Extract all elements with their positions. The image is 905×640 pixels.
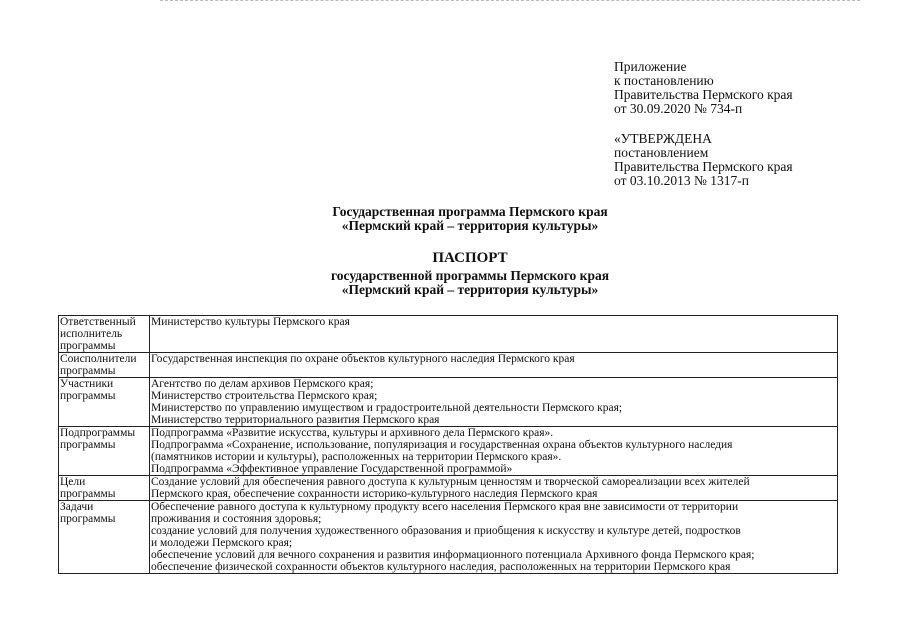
row-content-line: Министерство территориального развития Пермского края <box>151 414 440 426</box>
table-row <box>59 316 838 353</box>
passport-subtitle-line2: «Пермский край – территория культуры» <box>341 282 599 297</box>
table-row <box>59 501 838 574</box>
row-content <box>150 427 838 476</box>
passport-subtitle <box>250 269 690 297</box>
row-content-line: Министерство строительства Пермского края; <box>151 390 378 402</box>
row-label-line: программы <box>60 340 116 352</box>
table-row <box>59 353 838 378</box>
annex-line: Приложение <box>614 59 687 74</box>
row-content <box>150 353 838 378</box>
row-label-line: Соисполнители <box>60 353 137 365</box>
approved-line: постановлением <box>614 145 709 160</box>
passport-heading: ПАСПОРТ <box>432 250 508 266</box>
table-row <box>59 427 838 476</box>
scan-edge-line <box>160 0 860 3</box>
row-content-line: проживания и состояния здоровья; <box>151 513 322 525</box>
row-label <box>59 476 150 501</box>
row-label-line: программы <box>60 390 116 402</box>
row-label <box>59 316 150 353</box>
row-content-line: Агентство по делам архивов Пермского края; <box>151 378 374 390</box>
table-row <box>59 378 838 427</box>
row-content <box>150 476 838 501</box>
table-row <box>59 476 838 501</box>
annex-line: Правительства Пермского края <box>614 87 793 102</box>
annex-header <box>614 60 793 116</box>
row-content-line: обеспечение физической сохранности объектов культурного наследия, расположенных на территории Пермского края <box>151 561 731 573</box>
row-label-line: программы <box>60 488 116 500</box>
row-label <box>59 427 150 476</box>
row-label <box>59 501 150 574</box>
annex-line: от 30.09.2020 № 734-п <box>614 101 743 116</box>
row-content-line: создание условий для получения художественного образования и приобщения к искусству и культуре детей, подростков <box>151 525 741 537</box>
annex-line: к постановлению <box>614 73 714 88</box>
program-title-line1: Государственная программа Пермского края <box>332 204 608 219</box>
row-content-line: (памятников истории и культуры), расположенных на территории Пермского края». <box>151 451 562 463</box>
passport-subtitle-line1: государственной программы Пермского края <box>330 268 610 283</box>
passport-table <box>58 315 838 574</box>
row-content <box>150 378 838 427</box>
row-content-line: обеспечение условий для вечного сохранения и развития информационного потенциала Архивного фонда Пермского края; <box>151 549 755 561</box>
row-content-line: Государственная инспекция по охране объектов культурного наследия Пермского края <box>151 353 575 365</box>
row-label-line: Ответственный <box>60 316 136 328</box>
program-title-line2: «Пермский край – территория культуры» <box>341 218 599 233</box>
row-label <box>59 353 150 378</box>
row-content-line: Подпрограмма «Развитие искусства, культуры и архивного дела Пермского края». <box>151 427 554 439</box>
row-label-line: Задачи <box>60 501 94 513</box>
row-label-line: программы <box>60 513 116 525</box>
row-label-line: программы <box>60 439 116 451</box>
row-content-line: Подпрограмма «Эффективное управление Государственной программой» <box>151 463 513 475</box>
row-content-line: и молодежи Пермского края; <box>151 537 293 549</box>
row-content-line: Министерство по управлению имуществом и градостроительной деятельности Пермского края; <box>151 402 623 414</box>
row-label <box>59 378 150 427</box>
row-label-line: Цели <box>60 476 86 488</box>
row-content-line: Подпрограмма «Сохранение, использование, популяризация и государственная охрана объектов культурного наследия <box>151 439 733 451</box>
row-label-line: программы <box>60 365 116 377</box>
row-content <box>150 501 838 574</box>
approved-header <box>614 132 793 188</box>
row-content-line: Обеспечение равного доступа к культурному продукту всего населения Пермского края вне зависимости от территории <box>151 501 739 513</box>
row-content <box>150 316 838 353</box>
row-label-line: Участники <box>60 378 114 390</box>
row-label-line: исполнитель <box>60 328 123 340</box>
approved-line: Правительства Пермского края <box>614 159 793 174</box>
program-title <box>250 205 690 233</box>
row-content-line: Министерство культуры Пермского края <box>151 316 350 328</box>
approved-line: «УТВЕРЖДЕНА <box>614 131 712 146</box>
row-content-line: Создание условий для обеспечения равного доступа к культурным ценностям и творческой самореализации всех жителей <box>151 476 750 488</box>
row-label-line: Подпрограммы <box>60 427 136 439</box>
approved-line: от 03.10.2013 № 1317-п <box>614 173 749 188</box>
row-content-line: Пермского края, обеспечение сохранности историко-культурного наследия Пермского края <box>151 488 598 500</box>
